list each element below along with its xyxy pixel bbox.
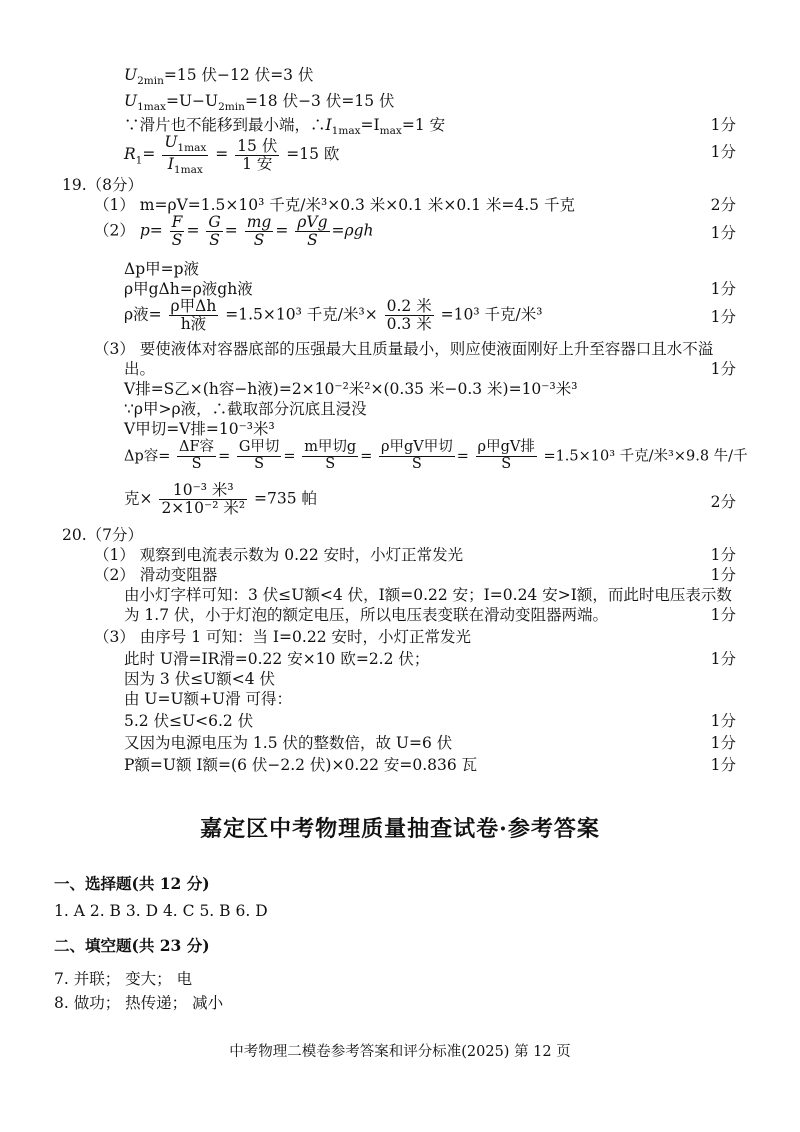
fraction-rhogvcut-over-s: $\frac{\text{ρ甲gV甲切}}{S}$ — [381, 439, 453, 472]
fill-answer-8: 8. 做功； 热传递； 减小 — [54, 994, 224, 1012]
fraction-02m-over-03m: $\frac{\text{0.2 米}}{\text{0.3 米}}$ — [386, 297, 432, 334]
q19-part3-line-f: Δp容= $\frac{\text{ΔF容}}{S}$ = $\frac{\text{G甲切}}{S}$ = $\frac{\text{m甲切g}}{S}$ = $\frac{\text{ρ甲gV甲切}}{S}$ = $\frac{\text{ρ甲gV排}}{S}$ =1.5×10³ 千克/米³×9.8 牛/千 — [124, 439, 748, 472]
q18-line-4-score: 1分 — [710, 143, 736, 161]
q19-part3-line-e: V甲切=V排=10⁻³米³ — [124, 420, 275, 438]
q19-part3-line-a: （3） 要使液体对容器底部的压强最大且质量最小，则应使液面刚好上升至容器口且水不溢 — [94, 340, 714, 358]
q20-part3-line-g-score: 1分 — [710, 756, 736, 774]
q19-part2-line-c-score: 1分 — [710, 280, 736, 298]
q19-part2-score: 1分 — [710, 224, 736, 242]
q20-part2-line-c: 为 1.7 伏，小于灯泡的额定电压，所以电压表变联在滑动变阻器两端。 — [124, 606, 609, 624]
q18-line-3-score: 1分 — [710, 116, 736, 134]
q20-part3: （3） 由序号 1 可知：当 I=0.22 安时，小灯正常发光 — [94, 628, 471, 646]
fraction-u-over-i: $\frac{U_{1max}}{I_{1max}}$ — [164, 133, 207, 176]
q18-line-4: $R_1=$ $\frac{U_{1max}}{I_{1max}}$ = $\frac{\text{15 伏}}{\text{1 安}}$ =15 欧 — [124, 133, 340, 176]
q20-heading: 20.（7分） — [62, 526, 144, 544]
q19-part2-line-d: ρ液= $\frac{\text{ρ甲Δh}}{\text{h液}}$ =1.5×10³ 千克/米³× $\frac{\text{0.2 米}}{\text{0.3 米}}$ =10³ 千克/米³ — [124, 297, 543, 334]
q20-part3-line-f-score: 1分 — [710, 734, 736, 752]
q20-part3-line-e-score: 1分 — [710, 712, 736, 730]
q18-line-1: $U_{2min}=15$ 伏−12 伏=3 伏 — [124, 66, 314, 88]
q20-part3-line-e: 5.2 伏≤U<6.2 伏 — [124, 712, 254, 730]
q20-part2-line-b: 由小灯字样可知：3 伏≤U额<4 伏，I额=0.22 安；I=0.24 安>I额，而此时电压表示数 — [124, 586, 732, 604]
section-fill-heading: 二、填空题(共 23 分) — [54, 936, 210, 955]
q19-part3-line-d: ∵ρ甲>ρ液，∴截取部分沉底且浸没 — [124, 400, 367, 418]
q18-line-3: ∵滑片也不能移到最小端，$\therefore I_{1max}=I_{max}=1$ 安 — [124, 116, 446, 138]
q20-part2-line-c-score: 1分 — [710, 606, 736, 624]
q20-part3-line-c: 因为 3 伏≤U额<4 伏 — [124, 670, 276, 688]
fraction-mg-over-s: $\frac{mg}{S}$ — [246, 213, 272, 250]
q20-part3-line-g: P额=U额 I额=(6 伏−2.2 伏)×0.22 安=0.836 瓦 — [124, 756, 478, 774]
fraction-gcut-over-s: $\frac{\text{G甲切}}{S}$ — [238, 439, 280, 472]
fraction-f-over-s: $\frac{F}{S}$ — [171, 213, 183, 250]
q19-part2-line-d-score: 1分 — [710, 308, 736, 326]
fraction-df-over-s: $\frac{\text{ΔF容}}{S}$ — [179, 439, 215, 472]
q20-part3-line-d: 由 U=U额+U滑 可得： — [124, 690, 293, 708]
answer-key-title: 嘉定区中考物理质量抽查试卷·参考答案 — [200, 816, 600, 842]
q19-part3-line-b-score: 1分 — [710, 360, 736, 378]
q20-part2: （2） 滑动变阻器 — [94, 566, 218, 584]
q20-part3-line-b-score: 1分 — [710, 650, 736, 668]
q19-part3-line-b: 出。 — [124, 360, 156, 378]
q20-part3-line-b: 此时 U滑=IR滑=0.22 安×10 欧=2.2 伏； — [124, 650, 430, 668]
section-choice-heading: 一、选择题(共 12 分) — [54, 874, 210, 893]
q19-heading: 19.（8分） — [62, 176, 144, 194]
q18-line-2: $U_{1max}=U-U_{2min}=18$ 伏−3 伏=15 伏 — [124, 92, 395, 114]
q20-part3-line-f: 又因为电源电压为 1.5 伏的整数倍，故 U=6 伏 — [124, 734, 453, 752]
fraction-volume-over-area: $\frac{\text{10⁻³ 米³}}{\text{2×10⁻² 米²}}$ — [161, 481, 246, 518]
q19-part3-line-g: 克× $\frac{\text{10⁻³ 米³}}{\text{2×10⁻² 米²}}$ =735 帕 — [124, 481, 317, 518]
q19-part2-line-c: ρ甲gΔh=ρ液gh液 — [124, 280, 253, 298]
q19-part1-score: 2分 — [710, 196, 736, 214]
choice-answers: 1. A 2. B 3. D 4. C 5. B 6. D — [54, 902, 268, 920]
fraction-g-over-s: $\frac{G}{S}$ — [208, 213, 221, 250]
q19-part2-line-b: Δp甲=p液 — [124, 260, 200, 278]
fraction-rhogvdisp-over-s: $\frac{\text{ρ甲gV排}}{S}$ — [477, 439, 535, 472]
fill-answer-7: 7. 并联； 变大； 电 — [54, 970, 193, 988]
q19-part3-line-c: V排=S乙×(h容−h液)=2×10⁻²米²×(0.35 米−0.3 米)=10⁻³米³ — [124, 380, 578, 398]
q20-part1-score: 1分 — [710, 546, 736, 564]
fraction-mcutg-over-s: $\frac{\text{m甲切g}}{S}$ — [304, 439, 357, 472]
fraction-15v-over-1a: $\frac{\text{15 伏}}{\text{1 安}}$ — [237, 136, 278, 173]
q19-part2: （2） p= $\frac{F}{S}$ = $\frac{G}{S}$ = $\frac{mg}{S}$ = $\frac{\text{ρVg}}{S}$ =ρgh — [94, 213, 374, 250]
fraction-rhovg-over-s: $\frac{\text{ρVg}}{S}$ — [297, 213, 328, 250]
q19-part3-line-g-score: 2分 — [710, 493, 736, 511]
fraction-rho-dh-over-h: $\frac{\text{ρ甲Δh}}{\text{h液}}$ — [170, 297, 217, 334]
page-footer: 中考物理二模卷参考答案和评分标准(2025) 第 12 页 — [229, 1044, 571, 1060]
q20-part2-score: 1分 — [710, 566, 736, 584]
q19-part1: （1） m=ρV=1.5×10³ 千克/米³×0.3 米×0.1 米×0.1 米=4.5 千克 — [94, 196, 575, 214]
q20-part1: （1） 观察到电流表示数为 0.22 安时，小灯正常发光 — [94, 546, 464, 564]
